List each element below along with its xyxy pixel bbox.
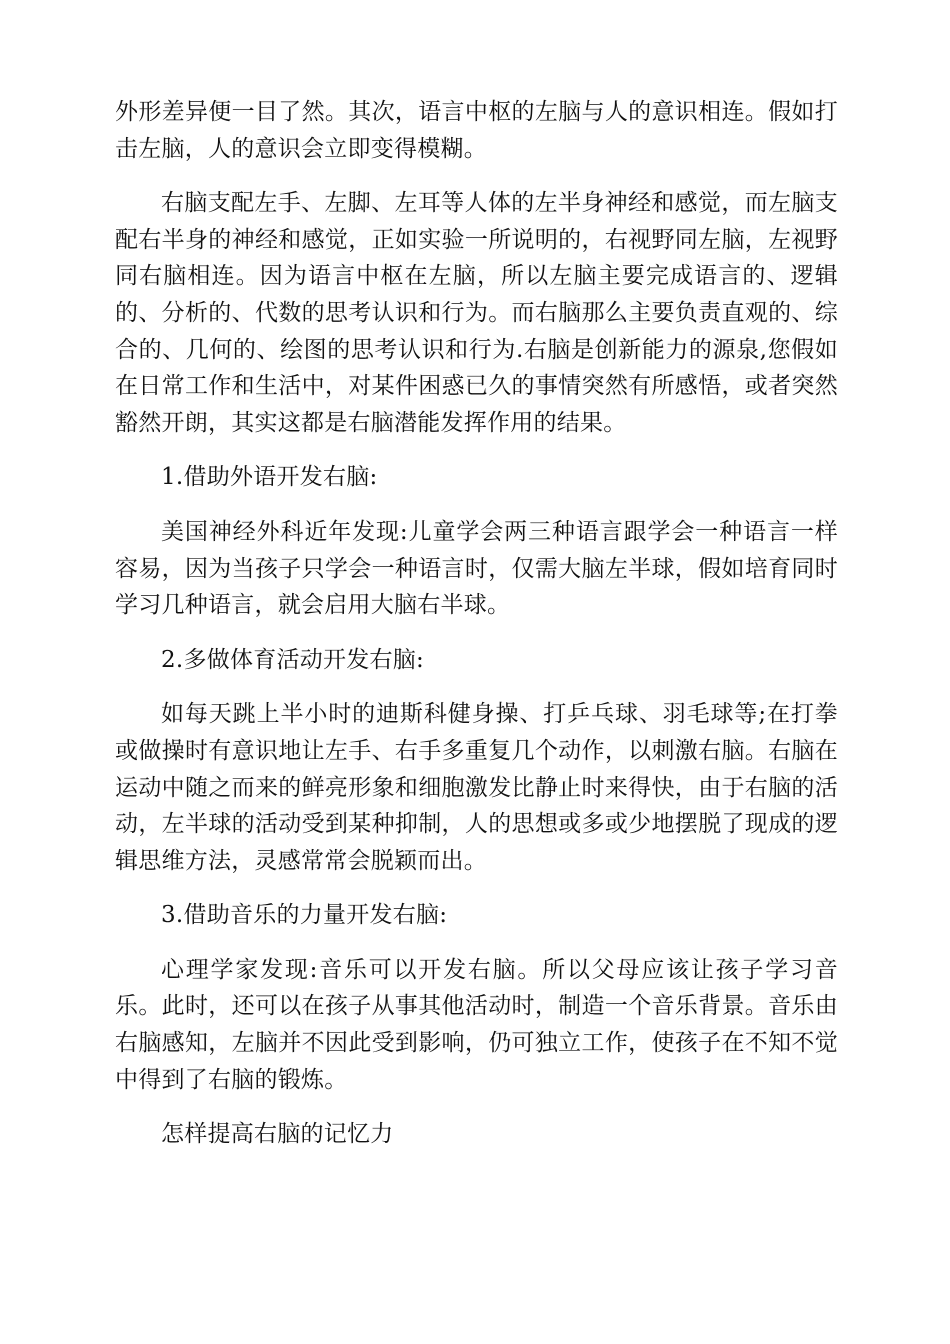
paragraph-music: 心理学家发现:音乐可以开发右脑。所以父母应该让孩子学习音乐。此时，还可以在孩子从事其他活动时，制造一个音乐背景。音乐由右脑感知，左脑并不因此受到影响，仍可独立工作，使孩子在不知不觉中得到了右脑的锻炼。 [115,956,838,1093]
section-heading-memory: 怎样提高右脑的记忆力 [161,1121,394,1148]
document-page [115,94,838,1171]
paragraph-continuation: 外形差异便一目了然。其次，语言中枢的左脑与人的意识相连。假如打击左脑，人的意识会立即变得模糊。 [115,99,838,162]
section-heading-foreign-language: 1.借助外语开发右脑: [161,464,378,491]
paragraph-right-brain-control: 右脑支配左手、左脚、左耳等人体的左半身神经和感觉，而左脑支配右半身的神经和感觉，正如实验一所说明的，右视野同左脑，左视野同右脑相连。因为语言中枢在左脑，所以左脑主要完成语言的、逻辑的、分析的、代数的思考认识和行为。而右脑那么主要负责直观的、综合的、几何的、绘图的思考认识和行为.右脑是创新能力的源泉,您假如在日常工作和生活中，对某件困惑已久的事情突然有所感悟，或者突然豁然开朗，其实这都是右脑潜能发挥作用的结果。 [115,190,838,436]
section-heading-music: 3.借助音乐的力量开发右脑: [161,902,448,929]
paragraph-foreign-language: 美国神经外科近年发现:儿童学会两三种语言跟学会一种语言一样容易，因为当孩子只学会一种语言时，仅需大脑左半球，假如培育同时学习几种语言，就会启用大脑右半球。 [115,518,838,619]
paragraph-sports: 如每天跳上半小时的迪斯科健身操、打乒乓球、羽毛球等;在打拳或做操时有意识地让左手、右手多重复几个动作，以刺激右脑。右脑在运动中随之而来的鲜亮形象和细胞激发比静止时来得快，由于右脑的活动，左半球的活动受到某种抑制，人的思想或多或少地摆脱了现成的逻辑思维方法，灵感常常会脱颖而出。 [115,701,838,874]
section-heading-sports: 2.多做体育活动开发右脑: [161,646,424,673]
